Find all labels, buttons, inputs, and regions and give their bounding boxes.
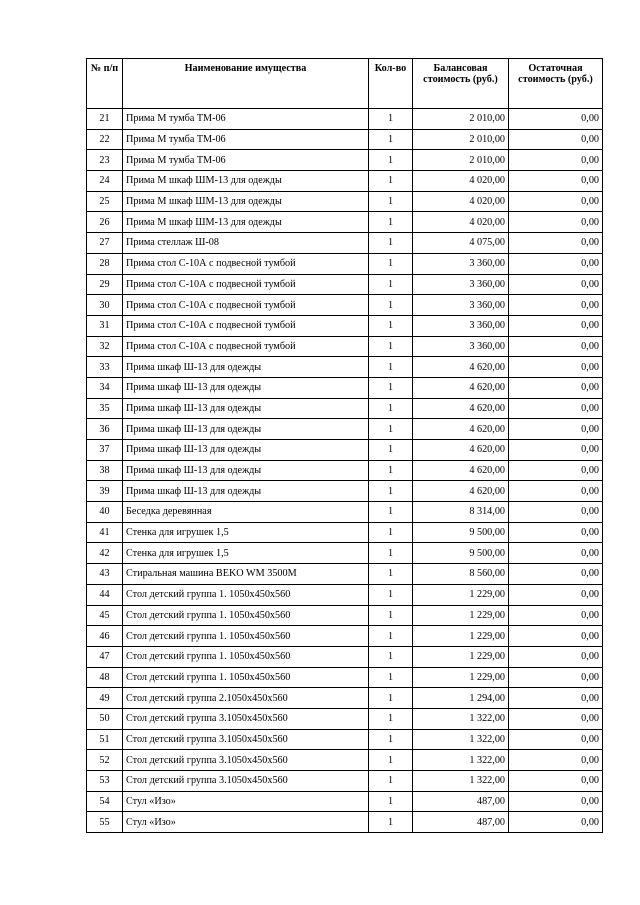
cell-balance-value: 3 360,00 bbox=[413, 295, 509, 316]
cell-quantity: 1 bbox=[369, 191, 413, 212]
cell-number: 39 bbox=[87, 481, 123, 502]
cell-balance-value: 4 620,00 bbox=[413, 481, 509, 502]
cell-item-name: Прима шкаф Ш-13 для одежды bbox=[123, 481, 369, 502]
cell-item-name: Стиральная машина BEKO WM 3500M bbox=[123, 564, 369, 585]
cell-residual-value: 0,00 bbox=[509, 357, 603, 378]
table-row bbox=[87, 419, 603, 440]
cell-item-name: Стул «Изо» bbox=[123, 812, 369, 833]
table-row bbox=[87, 357, 603, 378]
table-body bbox=[87, 109, 603, 833]
header-qty: Кол-во bbox=[369, 59, 413, 109]
cell-balance-value: 2 010,00 bbox=[413, 109, 509, 130]
cell-residual-value: 0,00 bbox=[509, 212, 603, 233]
cell-number: 44 bbox=[87, 584, 123, 605]
cell-number: 27 bbox=[87, 233, 123, 254]
cell-residual-value: 0,00 bbox=[509, 522, 603, 543]
cell-quantity: 1 bbox=[369, 564, 413, 585]
cell-quantity: 1 bbox=[369, 460, 413, 481]
cell-balance-value: 1 322,00 bbox=[413, 750, 509, 771]
cell-quantity: 1 bbox=[369, 708, 413, 729]
cell-item-name: Стол детский группа 1. 1050х450х560 bbox=[123, 605, 369, 626]
cell-balance-value: 4 620,00 bbox=[413, 398, 509, 419]
cell-balance-value: 4 620,00 bbox=[413, 419, 509, 440]
cell-balance-value: 4 620,00 bbox=[413, 377, 509, 398]
document-page bbox=[86, 58, 603, 833]
header-row bbox=[87, 59, 603, 109]
header-balance: Балансовая стоимость (руб.) bbox=[413, 59, 509, 109]
cell-number: 49 bbox=[87, 688, 123, 709]
cell-quantity: 1 bbox=[369, 646, 413, 667]
cell-item-name: Стенка для игрушек 1,5 bbox=[123, 543, 369, 564]
cell-balance-value: 2 010,00 bbox=[413, 129, 509, 150]
cell-residual-value: 0,00 bbox=[509, 150, 603, 171]
table-row bbox=[87, 109, 603, 130]
table-row bbox=[87, 750, 603, 771]
cell-item-name: Стол детский группа 1. 1050х450х560 bbox=[123, 667, 369, 688]
cell-quantity: 1 bbox=[369, 522, 413, 543]
cell-number: 45 bbox=[87, 605, 123, 626]
cell-residual-value: 0,00 bbox=[509, 377, 603, 398]
cell-residual-value: 0,00 bbox=[509, 460, 603, 481]
header-num: № п/п bbox=[87, 59, 123, 109]
table-row bbox=[87, 171, 603, 192]
header-name: Наименование имущества bbox=[123, 59, 369, 109]
cell-residual-value: 0,00 bbox=[509, 274, 603, 295]
cell-balance-value: 1 322,00 bbox=[413, 708, 509, 729]
table-row bbox=[87, 729, 603, 750]
cell-residual-value: 0,00 bbox=[509, 419, 603, 440]
cell-quantity: 1 bbox=[369, 212, 413, 233]
property-table bbox=[86, 58, 603, 833]
cell-residual-value: 0,00 bbox=[509, 295, 603, 316]
cell-balance-value: 4 020,00 bbox=[413, 212, 509, 233]
table-row bbox=[87, 667, 603, 688]
cell-number: 47 bbox=[87, 646, 123, 667]
table-row bbox=[87, 584, 603, 605]
cell-residual-value: 0,00 bbox=[509, 667, 603, 688]
cell-number: 35 bbox=[87, 398, 123, 419]
cell-item-name: Прима шкаф Ш-13 для одежды bbox=[123, 419, 369, 440]
table-row bbox=[87, 295, 603, 316]
cell-residual-value: 0,00 bbox=[509, 171, 603, 192]
cell-quantity: 1 bbox=[369, 171, 413, 192]
cell-quantity: 1 bbox=[369, 129, 413, 150]
cell-number: 38 bbox=[87, 460, 123, 481]
cell-item-name: Прима шкаф Ш-13 для одежды bbox=[123, 357, 369, 378]
table-row bbox=[87, 543, 603, 564]
cell-balance-value: 1 229,00 bbox=[413, 626, 509, 647]
cell-item-name: Прима стол С-10А с подвесной тумбой bbox=[123, 253, 369, 274]
cell-item-name: Прима М тумба ТМ-06 bbox=[123, 150, 369, 171]
table-row bbox=[87, 460, 603, 481]
cell-balance-value: 4 020,00 bbox=[413, 191, 509, 212]
cell-residual-value: 0,00 bbox=[509, 253, 603, 274]
cell-number: 34 bbox=[87, 377, 123, 398]
cell-balance-value: 1 229,00 bbox=[413, 646, 509, 667]
cell-balance-value: 2 010,00 bbox=[413, 150, 509, 171]
cell-balance-value: 4 620,00 bbox=[413, 460, 509, 481]
cell-balance-value: 9 500,00 bbox=[413, 522, 509, 543]
cell-quantity: 1 bbox=[369, 315, 413, 336]
table-row bbox=[87, 522, 603, 543]
cell-balance-value: 1 322,00 bbox=[413, 771, 509, 792]
cell-number: 55 bbox=[87, 812, 123, 833]
cell-item-name: Прима шкаф Ш-13 для одежды bbox=[123, 398, 369, 419]
cell-item-name: Прима М шкаф ШМ-13 для одежды bbox=[123, 212, 369, 233]
cell-quantity: 1 bbox=[369, 584, 413, 605]
cell-number: 23 bbox=[87, 150, 123, 171]
cell-balance-value: 1 229,00 bbox=[413, 584, 509, 605]
cell-residual-value: 0,00 bbox=[509, 315, 603, 336]
cell-residual-value: 0,00 bbox=[509, 626, 603, 647]
cell-residual-value: 0,00 bbox=[509, 233, 603, 254]
cell-quantity: 1 bbox=[369, 481, 413, 502]
cell-number: 32 bbox=[87, 336, 123, 357]
cell-quantity: 1 bbox=[369, 667, 413, 688]
cell-number: 33 bbox=[87, 357, 123, 378]
cell-quantity: 1 bbox=[369, 357, 413, 378]
cell-item-name: Стол детский группа 3.1050х450х560 bbox=[123, 729, 369, 750]
cell-number: 22 bbox=[87, 129, 123, 150]
cell-balance-value: 3 360,00 bbox=[413, 253, 509, 274]
cell-item-name: Прима стол С-10А с подвесной тумбой bbox=[123, 274, 369, 295]
cell-item-name: Прима стол С-10А с подвесной тумбой bbox=[123, 295, 369, 316]
cell-item-name: Беседка деревянная bbox=[123, 502, 369, 523]
cell-residual-value: 0,00 bbox=[509, 688, 603, 709]
cell-number: 54 bbox=[87, 791, 123, 812]
table-row bbox=[87, 791, 603, 812]
cell-residual-value: 0,00 bbox=[509, 584, 603, 605]
cell-quantity: 1 bbox=[369, 253, 413, 274]
cell-balance-value: 9 500,00 bbox=[413, 543, 509, 564]
cell-residual-value: 0,00 bbox=[509, 191, 603, 212]
table-row bbox=[87, 336, 603, 357]
cell-quantity: 1 bbox=[369, 233, 413, 254]
table-row bbox=[87, 812, 603, 833]
cell-item-name: Прима М шкаф ШМ-13 для одежды bbox=[123, 171, 369, 192]
cell-item-name: Прима М шкаф ШМ-13 для одежды bbox=[123, 191, 369, 212]
cell-residual-value: 0,00 bbox=[509, 791, 603, 812]
cell-item-name: Прима М тумба ТМ-06 bbox=[123, 109, 369, 130]
table-row bbox=[87, 440, 603, 461]
table-row bbox=[87, 150, 603, 171]
cell-item-name: Стул «Изо» bbox=[123, 791, 369, 812]
cell-balance-value: 3 360,00 bbox=[413, 336, 509, 357]
cell-balance-value: 8 560,00 bbox=[413, 564, 509, 585]
cell-number: 25 bbox=[87, 191, 123, 212]
cell-residual-value: 0,00 bbox=[509, 502, 603, 523]
cell-item-name: Прима шкаф Ш-13 для одежды bbox=[123, 377, 369, 398]
cell-number: 36 bbox=[87, 419, 123, 440]
cell-item-name: Стол детский группа 3.1050х450х560 bbox=[123, 708, 369, 729]
cell-number: 51 bbox=[87, 729, 123, 750]
cell-number: 50 bbox=[87, 708, 123, 729]
cell-residual-value: 0,00 bbox=[509, 605, 603, 626]
cell-residual-value: 0,00 bbox=[509, 771, 603, 792]
cell-number: 31 bbox=[87, 315, 123, 336]
cell-item-name: Прима стол С-10А с подвесной тумбой bbox=[123, 315, 369, 336]
cell-quantity: 1 bbox=[369, 688, 413, 709]
table-row bbox=[87, 129, 603, 150]
cell-item-name: Стол детский группа 1. 1050х450х560 bbox=[123, 584, 369, 605]
table-row bbox=[87, 626, 603, 647]
table-row bbox=[87, 771, 603, 792]
cell-number: 46 bbox=[87, 626, 123, 647]
cell-residual-value: 0,00 bbox=[509, 708, 603, 729]
table-row bbox=[87, 708, 603, 729]
cell-item-name: Стол детский группа 3.1050х450х560 bbox=[123, 771, 369, 792]
cell-number: 53 bbox=[87, 771, 123, 792]
cell-number: 26 bbox=[87, 212, 123, 233]
table-header bbox=[87, 59, 603, 109]
cell-item-name: Прима стеллаж Ш-08 bbox=[123, 233, 369, 254]
cell-balance-value: 8 314,00 bbox=[413, 502, 509, 523]
cell-balance-value: 1 322,00 bbox=[413, 729, 509, 750]
table-row bbox=[87, 481, 603, 502]
cell-balance-value: 4 075,00 bbox=[413, 233, 509, 254]
cell-quantity: 1 bbox=[369, 605, 413, 626]
header-residual: Остаточная стоимость (руб.) bbox=[509, 59, 603, 109]
cell-residual-value: 0,00 bbox=[509, 729, 603, 750]
cell-quantity: 1 bbox=[369, 109, 413, 130]
table-row bbox=[87, 398, 603, 419]
cell-item-name: Прима М тумба ТМ-06 bbox=[123, 129, 369, 150]
cell-balance-value: 3 360,00 bbox=[413, 274, 509, 295]
cell-item-name: Стол детский группа 2.1050х450х560 bbox=[123, 688, 369, 709]
cell-item-name: Прима шкаф Ш-13 для одежды bbox=[123, 440, 369, 461]
table-row bbox=[87, 253, 603, 274]
cell-residual-value: 0,00 bbox=[509, 129, 603, 150]
table-row bbox=[87, 564, 603, 585]
cell-balance-value: 3 360,00 bbox=[413, 315, 509, 336]
table-row bbox=[87, 502, 603, 523]
cell-quantity: 1 bbox=[369, 377, 413, 398]
table-row bbox=[87, 377, 603, 398]
cell-quantity: 1 bbox=[369, 791, 413, 812]
table-row bbox=[87, 233, 603, 254]
cell-item-name: Стенка для игрушек 1,5 bbox=[123, 522, 369, 543]
table-row bbox=[87, 315, 603, 336]
cell-quantity: 1 bbox=[369, 150, 413, 171]
cell-residual-value: 0,00 bbox=[509, 812, 603, 833]
cell-number: 48 bbox=[87, 667, 123, 688]
table-row bbox=[87, 688, 603, 709]
cell-residual-value: 0,00 bbox=[509, 398, 603, 419]
cell-residual-value: 0,00 bbox=[509, 336, 603, 357]
cell-quantity: 1 bbox=[369, 502, 413, 523]
cell-quantity: 1 bbox=[369, 274, 413, 295]
cell-number: 28 bbox=[87, 253, 123, 274]
cell-quantity: 1 bbox=[369, 398, 413, 419]
cell-number: 30 bbox=[87, 295, 123, 316]
cell-item-name: Стол детский группа 1. 1050х450х560 bbox=[123, 646, 369, 667]
cell-quantity: 1 bbox=[369, 336, 413, 357]
table-row bbox=[87, 191, 603, 212]
cell-number: 43 bbox=[87, 564, 123, 585]
cell-number: 29 bbox=[87, 274, 123, 295]
cell-number: 37 bbox=[87, 440, 123, 461]
cell-balance-value: 487,00 bbox=[413, 812, 509, 833]
cell-balance-value: 1 229,00 bbox=[413, 667, 509, 688]
cell-residual-value: 0,00 bbox=[509, 564, 603, 585]
cell-item-name: Прима стол С-10А с подвесной тумбой bbox=[123, 336, 369, 357]
cell-quantity: 1 bbox=[369, 812, 413, 833]
cell-item-name: Стол детский группа 1. 1050х450х560 bbox=[123, 626, 369, 647]
cell-number: 52 bbox=[87, 750, 123, 771]
cell-residual-value: 0,00 bbox=[509, 750, 603, 771]
cell-number: 42 bbox=[87, 543, 123, 564]
cell-balance-value: 1 294,00 bbox=[413, 688, 509, 709]
cell-balance-value: 4 620,00 bbox=[413, 440, 509, 461]
cell-item-name: Стол детский группа 3.1050х450х560 bbox=[123, 750, 369, 771]
cell-residual-value: 0,00 bbox=[509, 543, 603, 564]
cell-residual-value: 0,00 bbox=[509, 481, 603, 502]
table-row bbox=[87, 646, 603, 667]
cell-quantity: 1 bbox=[369, 771, 413, 792]
table-row bbox=[87, 605, 603, 626]
cell-quantity: 1 bbox=[369, 729, 413, 750]
cell-number: 21 bbox=[87, 109, 123, 130]
cell-quantity: 1 bbox=[369, 440, 413, 461]
cell-number: 41 bbox=[87, 522, 123, 543]
cell-number: 40 bbox=[87, 502, 123, 523]
table-row bbox=[87, 212, 603, 233]
cell-quantity: 1 bbox=[369, 750, 413, 771]
cell-balance-value: 4 620,00 bbox=[413, 357, 509, 378]
cell-balance-value: 4 020,00 bbox=[413, 171, 509, 192]
cell-quantity: 1 bbox=[369, 626, 413, 647]
cell-residual-value: 0,00 bbox=[509, 109, 603, 130]
cell-number: 24 bbox=[87, 171, 123, 192]
cell-residual-value: 0,00 bbox=[509, 646, 603, 667]
cell-quantity: 1 bbox=[369, 295, 413, 316]
cell-item-name: Прима шкаф Ш-13 для одежды bbox=[123, 460, 369, 481]
cell-residual-value: 0,00 bbox=[509, 440, 603, 461]
table-row bbox=[87, 274, 603, 295]
cell-balance-value: 487,00 bbox=[413, 791, 509, 812]
cell-quantity: 1 bbox=[369, 543, 413, 564]
cell-balance-value: 1 229,00 bbox=[413, 605, 509, 626]
cell-quantity: 1 bbox=[369, 419, 413, 440]
